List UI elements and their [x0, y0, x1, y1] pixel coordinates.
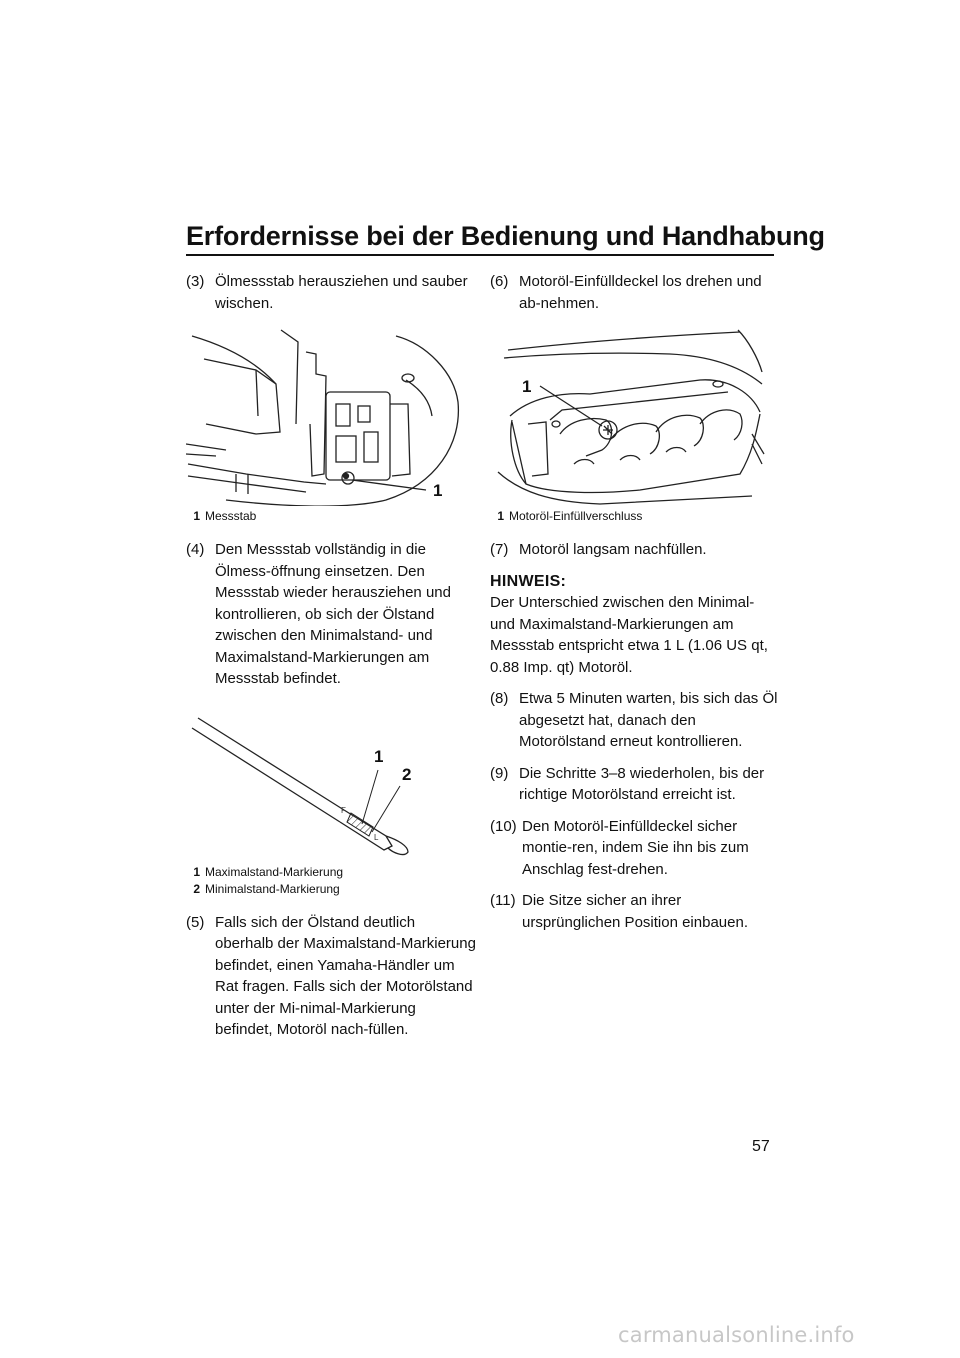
caption-number: 1 [193, 864, 200, 879]
step-text: Ölmessstab herausziehen und sauber wischen. [215, 273, 468, 312]
step-11 [490, 890, 780, 933]
step-text: Falls sich der Ölstand deutlich oberhalb der Maximalstand-Markierung befindet, einen Yamaha-Händler um Rat fragen. Falls sich der Motorölstand unter der Mi-nimal-Markierung befindet, Motoröl nach-füllen. [215, 913, 476, 1038]
step-text: Etwa 5 Minuten warten, bis sich das Öl abgesetzt hat, danach den Motorölstand erneut kontrollieren. [519, 690, 778, 750]
dipstick-drawing [186, 700, 466, 862]
step-10 [490, 816, 780, 881]
figure3-callout-1: 1 [522, 377, 532, 396]
step-text: Den Motoröl-Einfülldeckel sicher montie-ren, indem Sie ihn bis zum Anschlag fest-drehen. [522, 817, 749, 878]
step-6 [490, 271, 780, 314]
caption-row [186, 864, 476, 881]
caption-text: Motoröl-Einfüllverschluss [509, 509, 643, 523]
oil-filler-cap-illustration [490, 324, 780, 506]
caption-number: 2 [193, 881, 200, 896]
svg-text:L: L [374, 832, 379, 842]
figure2-caption [186, 864, 476, 898]
caption-number: 1 [193, 509, 200, 523]
title-rule [186, 254, 774, 256]
step-text: Motoröl langsam nachfüllen. [519, 541, 707, 558]
figure3-caption [490, 508, 780, 525]
svg-text:F: F [341, 805, 346, 815]
engine-cover-drawing [490, 324, 770, 506]
caption-text: Messstab [205, 509, 257, 523]
step-number: (7) [490, 541, 509, 558]
step-9 [490, 763, 780, 806]
left-column [186, 271, 476, 1051]
step-number: (5) [186, 913, 205, 931]
step-text: Die Sitze sicher an ihrer ursprünglichen Position einbauen. [522, 892, 748, 931]
page-number: 57 [752, 1138, 770, 1155]
step-3 [186, 271, 476, 314]
caption-row [186, 508, 476, 525]
caption-row [186, 881, 476, 898]
notice-body: Der Unterschied zwischen den Minimal- und Maximalstand-Markierungen am Messstab entspricht etwa 1 L (1.06 US qt, 0.88 Imp. qt) Motoröl. [490, 594, 768, 676]
step-text: Die Schritte 3–8 wiederholen, bis der richtige Motorölstand erreicht ist. [519, 764, 765, 803]
step-number: (9) [490, 764, 509, 782]
caption-number: 1 [497, 509, 504, 523]
step-5 [186, 912, 476, 1041]
step-number: (8) [490, 690, 509, 707]
step-4 [186, 539, 476, 690]
figure2-callout-1: 1 [374, 746, 384, 766]
step-number: (10) [490, 817, 517, 835]
step-7 [490, 539, 780, 561]
step-number: (4) [186, 541, 205, 558]
figure1-callout-1: 1 [433, 481, 443, 500]
dipstick-marking-illustration [186, 700, 476, 862]
step-number: (6) [490, 273, 509, 290]
notice-heading: HINWEIS: [490, 572, 567, 590]
caption-text: Minimalstand-Markierung [205, 881, 340, 896]
step-8 [490, 688, 780, 753]
caption-text: Maximalstand-Markierung [205, 864, 344, 879]
dipstick-engine-illustration [186, 324, 476, 506]
caption-row [490, 508, 780, 525]
figure2-callout-2: 2 [402, 764, 412, 784]
step-text: Motoröl-Einfülldeckel los drehen und ab-nehmen. [519, 273, 762, 312]
watermark: carmanualsonline.info [618, 1323, 855, 1347]
engine-dipstick-drawing [186, 324, 466, 506]
page-title: Erfordernisse bei der Bedienung und Handhabung [186, 221, 825, 251]
step-number: (11) [490, 892, 516, 909]
step-number: (3) [186, 273, 205, 290]
figure1-caption [186, 508, 476, 525]
step-text: Den Messstab vollständig in die Ölmess-öffnung einsetzen. Den Messstab wieder herausziehen und kontrollieren, ob sich der Ölstand zwischen den Minimalstand- und Maximalstand-Markierungen am Messstab befindet. [215, 541, 451, 687]
right-column [490, 271, 780, 943]
